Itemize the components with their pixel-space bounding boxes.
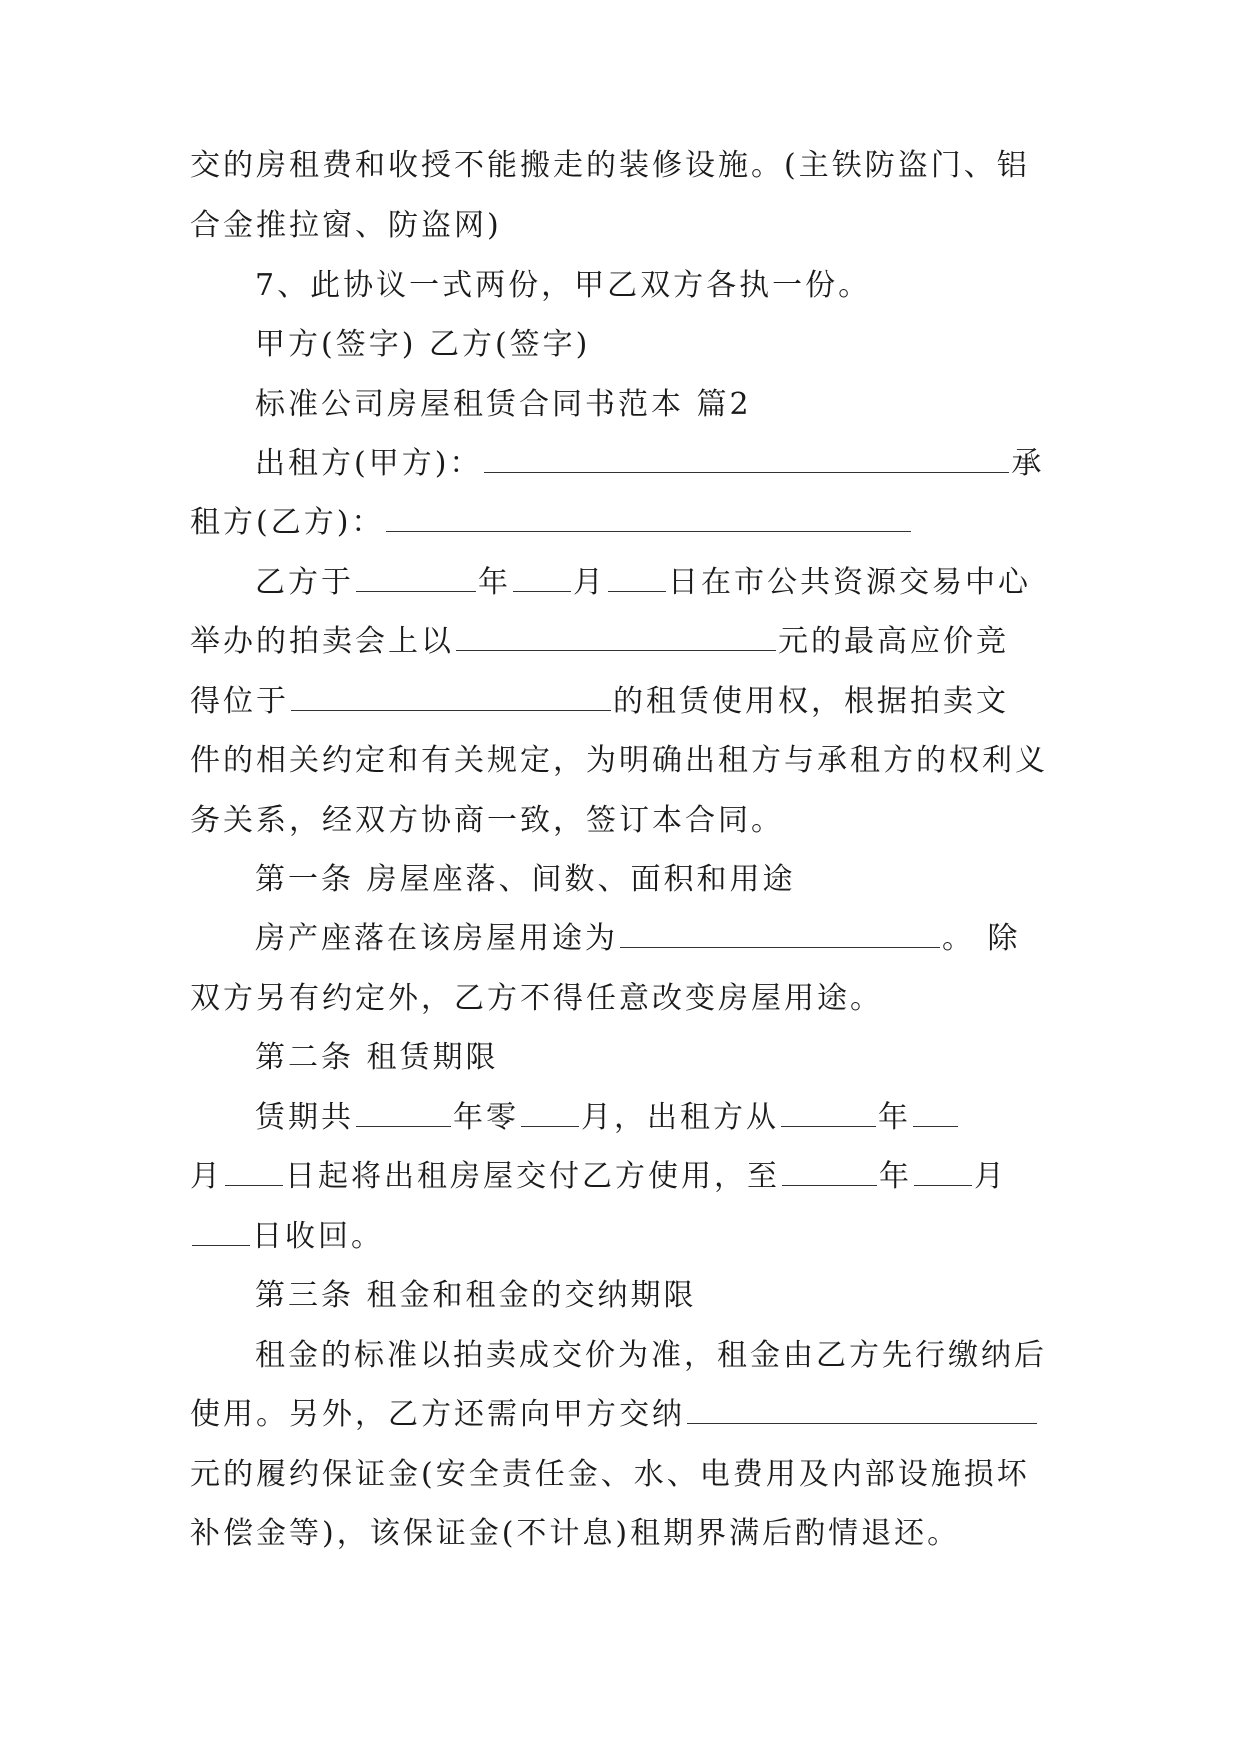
lessor-tail: 承 (1011, 446, 1045, 481)
term-blank (521, 1104, 579, 1127)
article-heading: 第一条 房屋座落、间数、面积和用途 (255, 862, 796, 897)
date-blank (608, 569, 666, 592)
text-span: 使用。另外，乙方还需向甲方交纳 (190, 1397, 685, 1432)
date-blank (913, 1104, 958, 1127)
lessor-label: 出租方(甲方)： (255, 446, 483, 481)
date-blank (782, 1163, 877, 1186)
section-heading: 标准公司房屋租赁合同书范本 篇2 (255, 387, 752, 422)
text-span: 月 (190, 1159, 223, 1194)
text-span: 得位于 (190, 684, 289, 719)
date-blank (914, 1163, 972, 1186)
text-span: 月 (573, 565, 606, 600)
text-span: 日在市公共资源交易中心 (668, 565, 1031, 600)
date-blank (225, 1163, 283, 1186)
text-span: 年 (478, 565, 511, 600)
text-span: 房产座落在该房屋用途为 (255, 921, 618, 956)
signature-line: 甲方(签字) 乙方(签字) (255, 327, 591, 362)
text-line: 件的相关约定和有关规定，为明确出租方与承租方的权利义 (190, 743, 1048, 778)
text-line (190, 610, 1050, 674)
deposit-blank (687, 1401, 1037, 1424)
location-blank (291, 688, 611, 711)
date-blank (513, 569, 571, 592)
text-line (190, 1383, 1050, 1447)
article-heading: 第二条 租赁期限 (255, 1040, 499, 1075)
lessor-blank (484, 450, 1009, 473)
text-line: 合金推拉窗、防盗网) (190, 208, 502, 243)
text-line (255, 907, 1050, 971)
text-span: 月，出租方从 (581, 1100, 779, 1135)
date-blank (192, 1223, 250, 1246)
text-line: 租金的标准以拍卖成交价为准，租金由乙方先行缴纳后 (255, 1338, 1047, 1373)
text-span: 年 (879, 1159, 912, 1194)
date-blank (356, 569, 476, 592)
text-span: 日收回。 (252, 1219, 384, 1254)
lessee-blank (386, 509, 911, 532)
text-line (255, 551, 1050, 615)
amount-blank (456, 628, 776, 651)
text-line: 务关系，经双方协商一致，签订本合同。 (190, 803, 784, 838)
text-span: 元的最高应价竞 (778, 624, 1009, 659)
text-line (190, 670, 1050, 734)
text-line: 交的房租费和收授不能搬走的装修设施。(主铁防盗门、铝 (190, 148, 1030, 183)
text-span: 。 除 (942, 921, 1021, 956)
text-line: 7、此协议一式两份，甲乙双方各执一份。 (255, 268, 872, 303)
text-span: 月 (974, 1159, 1007, 1194)
usage-blank (620, 925, 940, 948)
lessee-line (190, 491, 1050, 555)
article-heading: 第三条 租金和租金的交纳期限 (255, 1278, 697, 1313)
text-line: 双方另有约定外，乙方不得任意改变房屋用途。 (190, 981, 883, 1016)
lessor-line (255, 432, 1050, 496)
text-span: 的租赁使用权，根据拍卖文 (613, 684, 1009, 719)
text-line: 元的履约保证金(安全责任金、水、电费用及内部设施损坏 (190, 1457, 1030, 1492)
text-span: 日起将出租房屋交付乙方使用，至 (285, 1159, 780, 1194)
text-span: 乙方于 (255, 565, 354, 600)
text-span: 举办的拍卖会上以 (190, 624, 454, 659)
term-blank (356, 1104, 451, 1127)
date-blank (781, 1104, 876, 1127)
text-span: 赁期共 (255, 1100, 354, 1135)
text-line: 补偿金等)，该保证金(不计息)租期界满后酌情退还。 (190, 1516, 961, 1551)
lessee-label: 租方(乙方)： (190, 505, 385, 540)
text-line (190, 1205, 1050, 1269)
text-span: 年零 (453, 1100, 519, 1135)
text-line (190, 1145, 1050, 1209)
text-span: 年 (878, 1100, 911, 1135)
text-line (255, 1086, 1050, 1150)
